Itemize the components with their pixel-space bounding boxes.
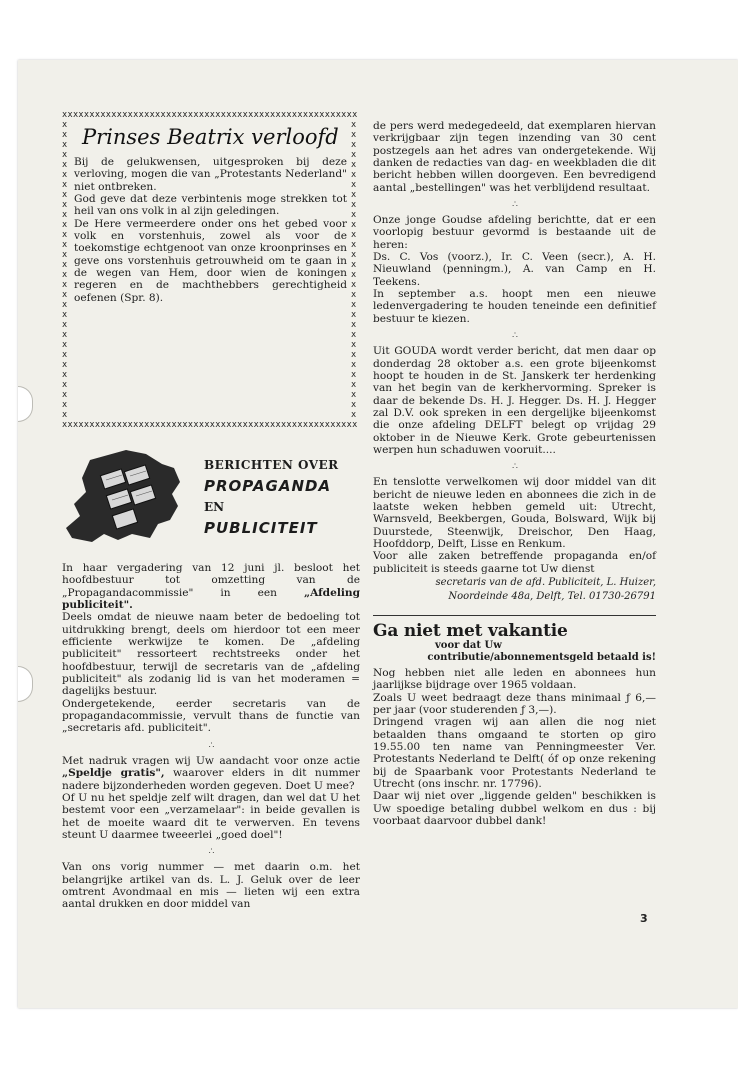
- article-paragraph: Of U nu het speldje zelf wilt dragen, dan wel dat U het bestemt voor een „verzamelaar": in beide gevallen is het de moeite waard dit te verwerven. En tevens steunt U daarmee tweeerlei „goed doel"!: [62, 791, 360, 841]
- signature-address: Noordeinde 48a, Delft, Tel. 01730-26791: [448, 591, 656, 602]
- vakantie-title: Ga niet met vakantie: [373, 621, 568, 641]
- x-border-left: x x x x x x x x x x x x x x x x x x x x x x x x x x x x x x: [62, 120, 68, 420]
- article-paragraph: Dringend vragen wij aan allen die nog niet betaalden thans omgaand te storten op giro 19.55.00 ten name van Penningmeester Ver. Protestants Nederland te Delft( óf op onze rekening bij de Spaarbank voor Protestants Nederland te Utrecht (ons inschr. nr. 17796).: [373, 716, 656, 791]
- separator-dots: ∴: [512, 462, 517, 473]
- propaganda-banner: [62, 438, 360, 556]
- paragraph-text: waarover elders in dit nummer nadere bijzonderheden worden gegeven. Doet U mee?: [62, 767, 361, 792]
- separator-dots: ∴: [512, 200, 517, 211]
- banner-line-berichten: BERICHTEN OVER: [204, 458, 339, 472]
- x-border-bottom: xxxxxxxxxxxxxxxxxxxxxxxxxxxxxxxxxxxxxxxxxxxxxxxxxxxxxx: [62, 420, 358, 430]
- beatrix-paragraph: Bij de gelukwensen, uitgesproken bij deze verloving, mogen die van „Protestants Nederland" niet ontbreken.: [74, 156, 347, 193]
- beatrix-paragraph: De Here vermeerdere onder ons het gebed voor volk en vorstenhuis, zowel als voor de toekomstige echtgenoot van onze kroonprinses en geve ons vorstenhuis getrouwheid om te gaan in de wegen van Hem, door wien de koningen regeren en de machthebbers gerechtigheid oefenen (Spr. 8).: [74, 217, 347, 304]
- netherlands-map-icon: [62, 442, 192, 552]
- article-paragraph: Daar wij niet over „liggende gelden" beschikken is Uw spoedige betaling dubbel welkom en dus : bij voorbaat daarvoor dubbel dank!: [373, 790, 656, 828]
- x-border-top: xxxxxxxxxxxxxxxxxxxxxxxxxxxxxxxxxxxxxxxxxxxxxxxxxxxxxx: [62, 110, 358, 120]
- article-paragraph: [62, 562, 360, 611]
- banner-line-en: EN: [204, 500, 225, 514]
- article-paragraph: [62, 755, 360, 792]
- punch-hole-bottom: [18, 666, 33, 702]
- signature-line: secretaris van de afd. Publiciteit, L. Huizer,: [435, 577, 656, 588]
- article-paragraph: Van ons vorig nummer — met daarin o.m. het belangrijke artikel van ds. L. J. Geluk over de leer omtrent Avondmaal en mis — lieten wij een extra aantal drukken en door middel van: [62, 861, 360, 911]
- article-paragraph: Ondergetekende, eerder secretaris van de propagandacommissie, vervult thans de functie van „secretaris afd. publiciteit".: [62, 697, 360, 735]
- article-paragraph: In september a.s. hoopt men een nieuwe ledenvergadering te houden teneinde een definitief bestuur te kiezen.: [373, 288, 656, 325]
- left-column: [62, 110, 360, 911]
- article-paragraph: Onze jonge Goudse afdeling berichtte, dat er een voorlopig bestuur gevormd is bestaande uit de heren:: [373, 214, 656, 251]
- article-paragraph: Uit GOUDA wordt verder bericht, dat men daar op donderdag 28 oktober a.s. een grote bijeenkomst hoopt te houden in de St. Janskerk ter herdenking van het begin van de kerkhervorming. Spreker is daar de bekende Ds. H. J. Hegger. Ds. H. J. Hegger zal D.V. ook spreken in een dergelijke bijeenkomst die onze afdeling DELFT belegt op vrijdag 29 oktober in de Nieuwe Kerk. Grote gebeurtenissen werpen hun schaduwen vooruit....: [373, 345, 656, 456]
- right-column: [373, 120, 656, 827]
- article-paragraph: Voor alle zaken betreffende propaganda en/of publiciteit is steeds gaarne tot Uw dienst: [373, 550, 656, 575]
- article-paragraph: Zoals U weet bedraagt deze thans minimaal ƒ 6,— per jaar (voor studerenden ƒ 3,—).: [373, 691, 656, 717]
- banner-line-propaganda: PROPAGANDA: [204, 477, 332, 495]
- vakantie-subtitle-2: contributie/abonnementsgeld betaald is!: [427, 652, 656, 663]
- separator-dots: ∴: [512, 331, 517, 342]
- section-divider: [373, 615, 656, 616]
- banner-line-publiciteit: PUBLICITEIT: [204, 519, 318, 537]
- bold-phrase: „Afdeling publiciteit".: [62, 586, 360, 612]
- x-border-right: x x x x x x x x x x x x x x x x x x x x x x x x x x x x x x: [351, 120, 357, 420]
- article-paragraph: de pers werd medegedeeld, dat exemplaren hiervan verkrijgbaar zijn tegen inzending van 30 cent postzegels aan het adres van ondergetekende. Wij danken de redacties van dag- en weekbladen die dit bericht hebben willen doorgeven. Een bevredigend aantal „bestellingen" was het verblijdend resultaat.: [373, 120, 656, 194]
- punch-hole-top: [18, 386, 33, 422]
- beatrix-paragraph: God geve dat deze verbintenis moge strekken tot heil van ons volk in al zijn geledingen.: [74, 193, 347, 218]
- article-paragraph: Nog hebben niet alle leden en abonnees hun jaarlijkse bijdrage over 1965 voldaan.: [373, 667, 656, 692]
- paragraph-text: In haar vergadering van 12 juni jl. besloot het hoofdbestuur tot omzetting van de „Propagandacommissie" in een: [62, 562, 360, 599]
- page-number: 3: [640, 912, 648, 925]
- article-paragraph: Deels omdat de nieuwe naam beter de bedoeling tot uitdrukking brengt, deels om hierdoor tot een meer efficiente werkwijze te komen. De „afdeling publiciteit" ressorteert rechtstreeks onder het hoofdbestuur, terwijl de secretaris van de „afdeling publiciteit" als zodanig lid is van het moderamen = dagelijks bestuur.: [62, 611, 360, 698]
- vakantie-subtitle-1: voor dat Uw: [435, 640, 502, 651]
- paragraph-text: Met nadruk vragen wij Uw aandacht voor onze actie: [62, 754, 360, 767]
- article-paragraph: En tenslotte verwelkomen wij door middel van dit bericht de nieuwe leden en abonnees die zich in de laatste weken hebben gemeld uit: Utrecht, Warnsveld, Beekbergen, Gouda, Bolsward, Wijk bij Duurstede, Steenwijk, Dreischor, Den Haag, Hoofddorp, Delft, Lisse en Renkum.: [373, 476, 656, 550]
- separator-dots: ∴: [208, 847, 214, 858]
- beatrix-title: Prinses Beatrix verloofd: [82, 125, 339, 149]
- separator-dots: ∴: [208, 740, 214, 751]
- article-paragraph: Ds. C. Vos (voorz.), Ir. C. Veen (secr.), A. H. Nieuwland (penningm.), A. van Camp en H. Teekens.: [373, 251, 656, 288]
- bold-phrase: „Speldje gratis",: [62, 767, 165, 780]
- beatrix-announcement: [62, 110, 360, 430]
